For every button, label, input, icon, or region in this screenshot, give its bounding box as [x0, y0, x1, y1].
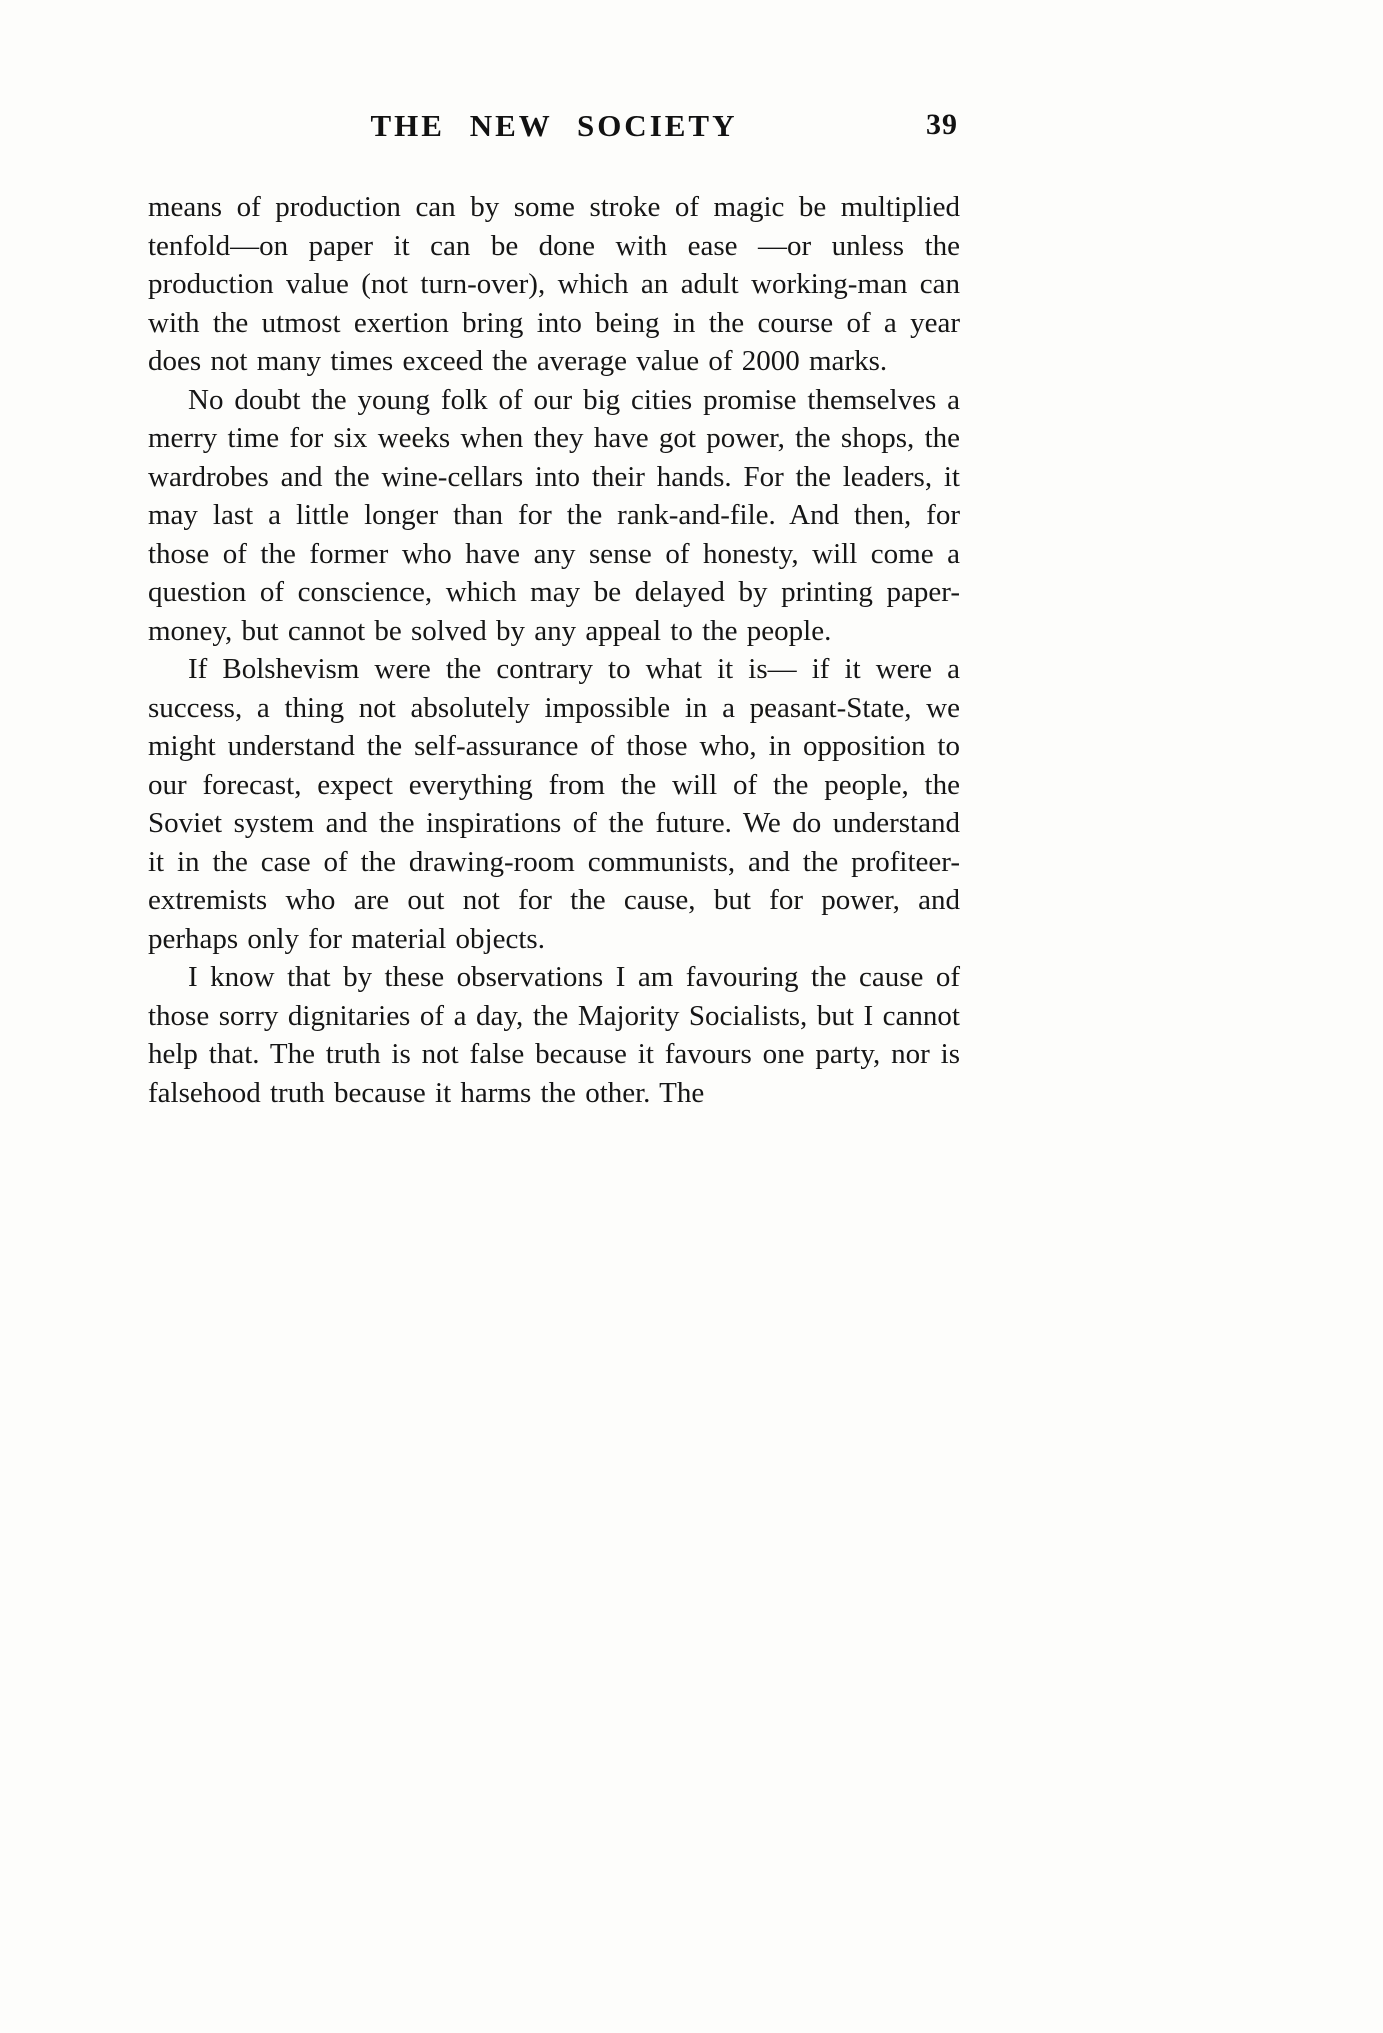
paragraph: I know that by these observations I am favouring the cause of those sorry dignitaries of a day, the Majority Socialists, but I cannot help that. The truth is not false because it favours one party, nor is falsehood truth because it harms the other. The: [148, 961, 960, 1109]
paragraph: If Bolshevism were the contrary to what it is— if it were a success, a thing not absolutely impossible in a peasant-State, we might understand the self-assurance of those who, in opposition to our forecast, expect everything from the will of the people, the Soviet system and the inspirations of the future. We do understand it in the case of the drawing-room communists, and the profiteer-extremists who are out not for the cause, but for power, and perhaps only for material objects.: [148, 653, 960, 955]
paragraph: No doubt the young folk of our big cities promise themselves a merry time for six weeks when they have got power, the shops, the wardrobes and the wine-cellars into their hands. For the leaders, it may last a little longer than for the rank-and-file. And then, for those of the former who have any sense of honesty, will come a question of conscience, which may be delayed by printing paper-money, but cannot be solved by any appeal to the people.: [148, 383, 960, 647]
page-number: 39: [926, 108, 958, 141]
page-title: THE NEW SOCIETY: [370, 108, 738, 143]
page-content: [148, 108, 960, 1112]
paragraph: means of production can by some stroke of magic be multiplied tenfold—on paper it can be done with ease —or unless the production value (not turn-over), which an adult working-man can with the utmost exertion bring into being in the course of a year does not many times exceed the average value of 2000 marks.: [148, 191, 960, 377]
running-head: [148, 108, 960, 152]
body-text: [148, 188, 960, 1112]
